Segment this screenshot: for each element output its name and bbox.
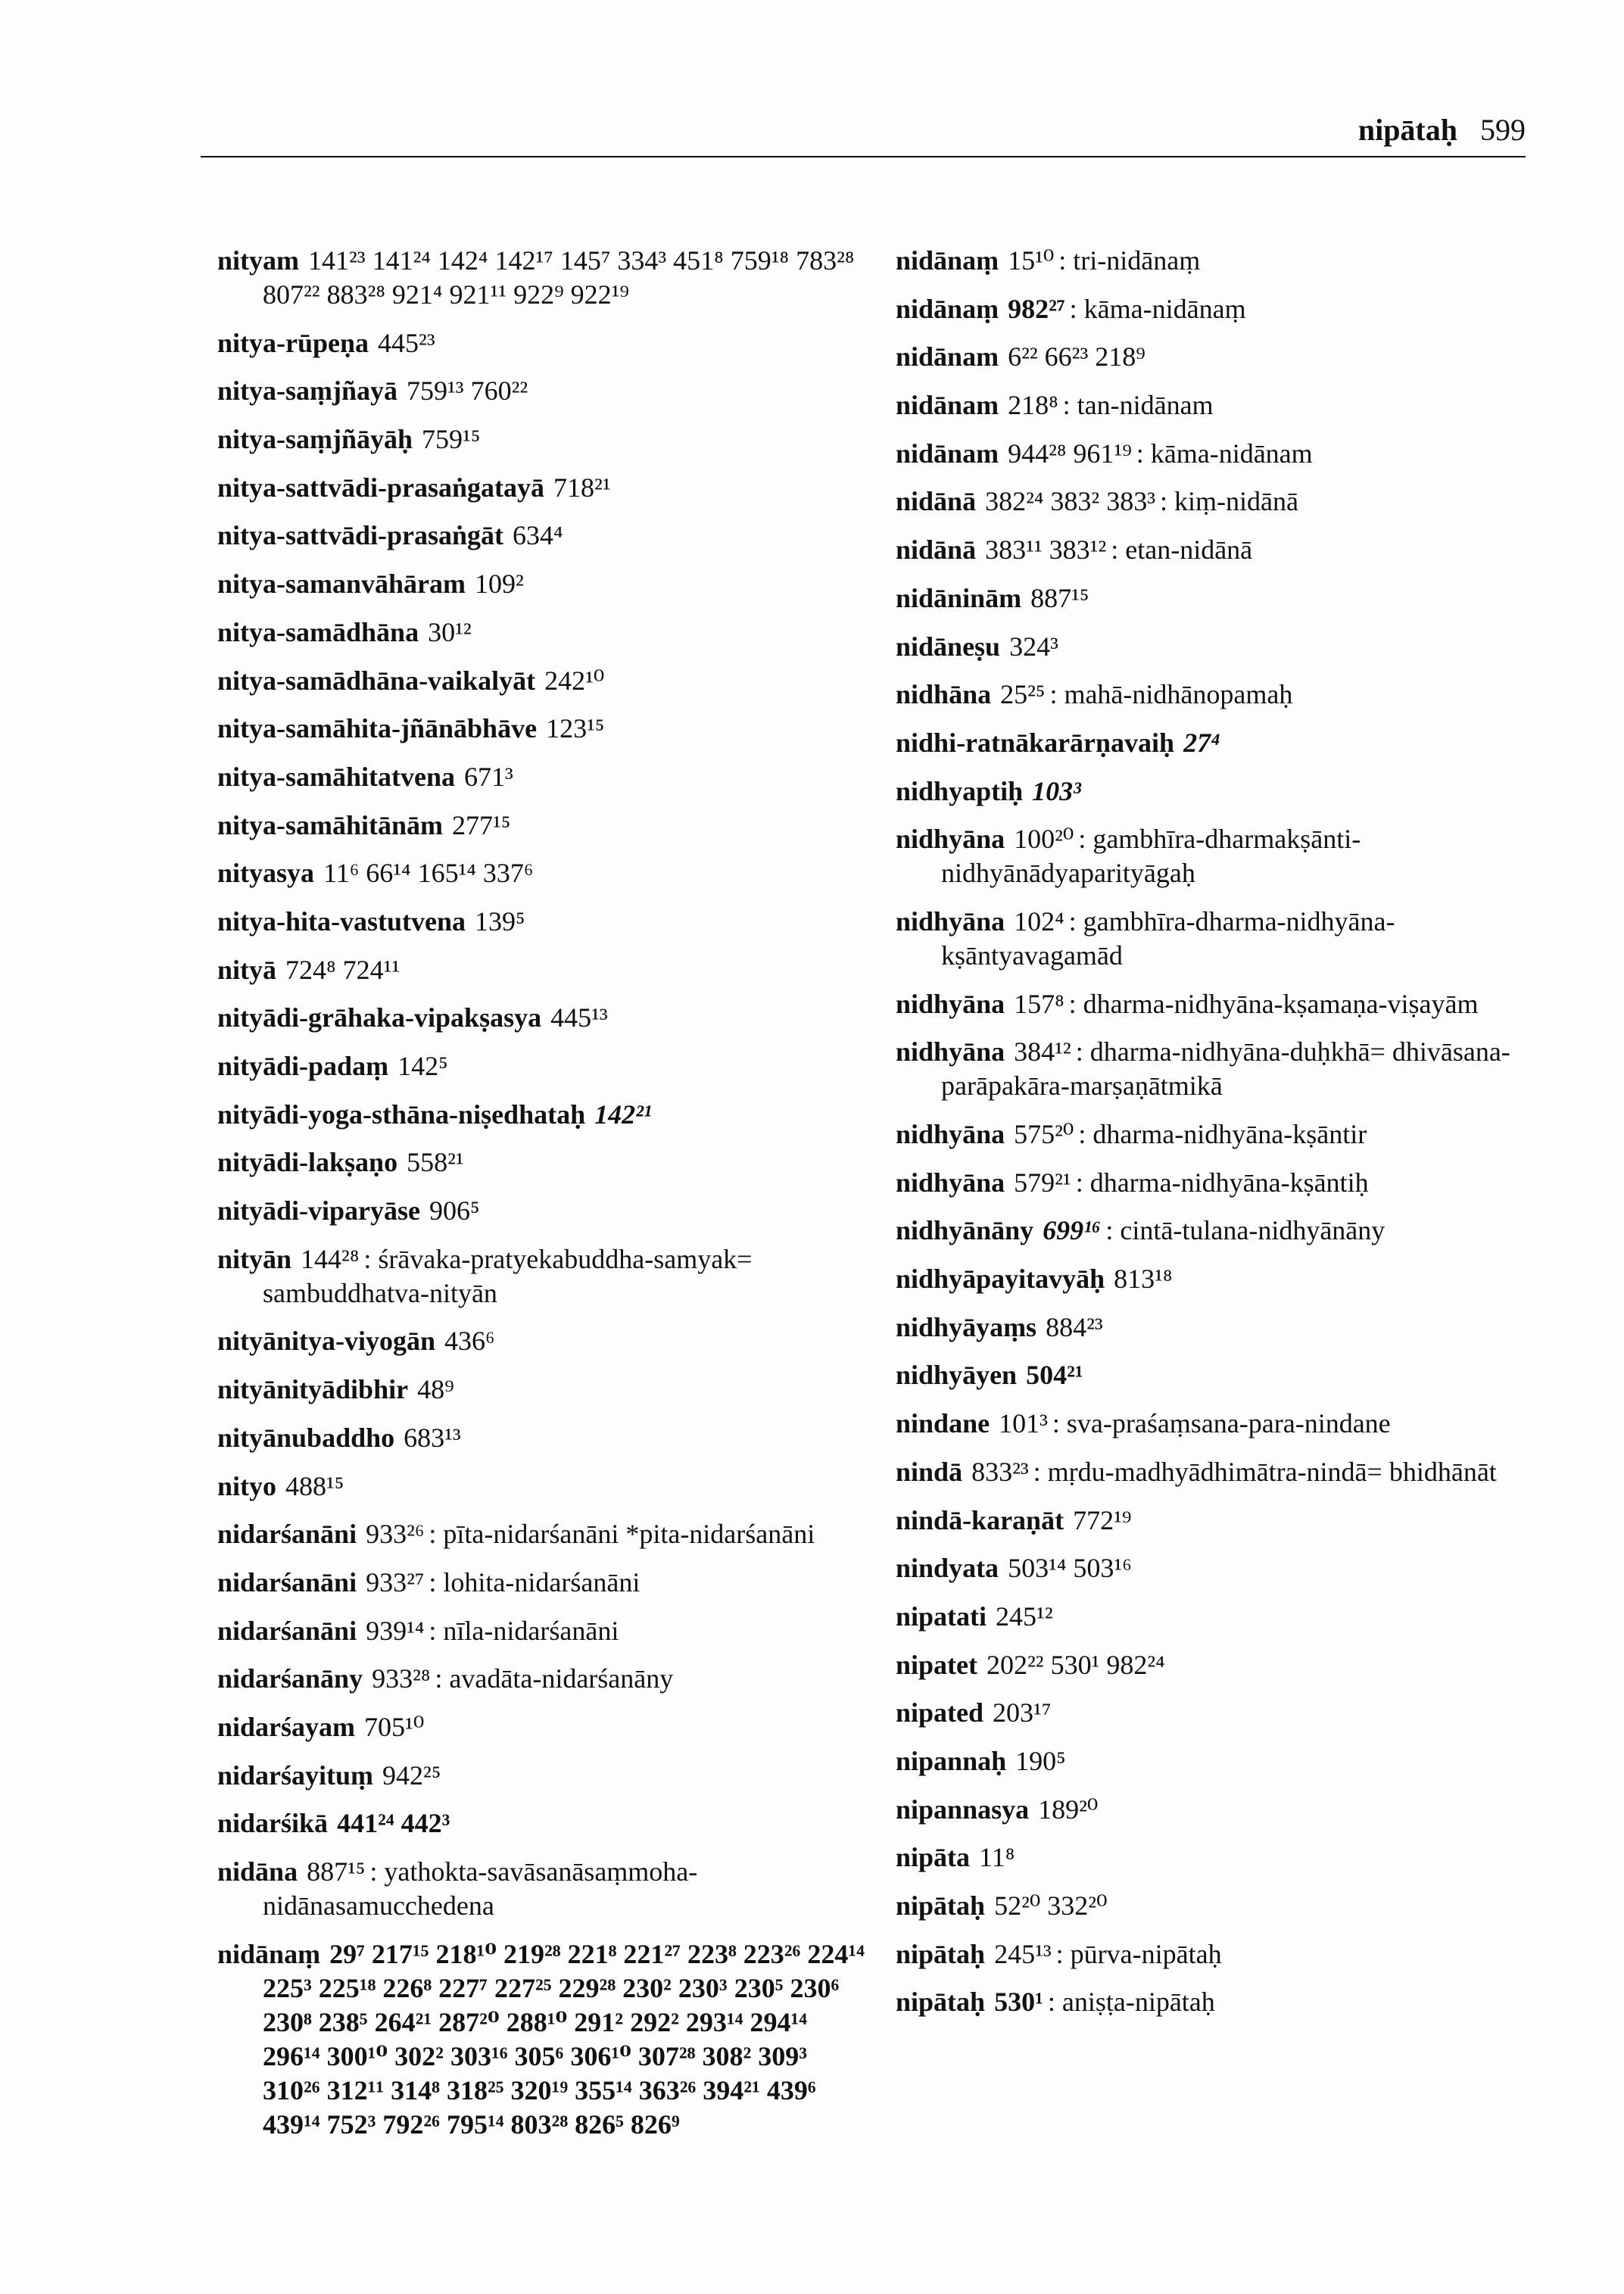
index-entry xyxy=(217,326,868,360)
entry-references: 102⁴ xyxy=(1014,905,1064,937)
index-entry xyxy=(217,1324,868,1358)
index-entry xyxy=(896,485,1547,519)
entry-references: 558²¹ xyxy=(407,1147,464,1178)
index-entry xyxy=(217,1855,868,1923)
entry-references: 141²³ 141²⁴ 142⁴ 142¹⁷ 145⁷ 334³ 451⁸ 759¹⁸ 783²⁸ 807²² 883²⁸ 921⁴ 921¹¹ 922⁹ 922¹⁹ xyxy=(263,245,855,310)
entry-references: 718²¹ xyxy=(553,472,611,503)
index-entry xyxy=(217,1937,868,2142)
entry-headword: nitya-sattvādi-prasaṅgatayā xyxy=(217,472,545,503)
entry-note: : avadāta-nidarśanāny xyxy=(435,1663,674,1694)
entry-note: : gambhīra-dharma-nidhyāna-kṣāntyavagamād xyxy=(941,905,1395,971)
index-entry xyxy=(896,1117,1547,1152)
index-entry xyxy=(217,1373,868,1407)
entry-references: 634⁴ xyxy=(513,520,563,551)
index-entry xyxy=(217,1710,868,1744)
entry-headword: nityasya xyxy=(217,858,315,889)
entry-references: 103³ xyxy=(1032,775,1081,806)
entry-headword: nidarśanāni xyxy=(217,1566,357,1597)
entry-headword: nidarśayituṃ xyxy=(217,1759,374,1791)
entry-references: 384¹² xyxy=(1014,1036,1071,1068)
entry-references: 190⁵ xyxy=(1015,1745,1066,1776)
entry-note: : aniṣṭa-nipātaḥ xyxy=(1047,1987,1215,2018)
entry-headword: nitya-hita-vastutvena xyxy=(217,905,466,937)
entry-note: : tri-nidānaṃ xyxy=(1058,245,1201,276)
entry-headword: nidāneṣu xyxy=(896,631,1001,662)
index-entry xyxy=(896,244,1547,278)
index-entry xyxy=(896,1985,1547,2019)
index-entry xyxy=(896,678,1547,712)
index-entry xyxy=(217,1194,868,1228)
entry-references: 933²⁶ xyxy=(366,1519,425,1550)
entry-headword: nidhyāyen xyxy=(896,1360,1018,1391)
entry-headword: nitya-samāhita-jñānābhāve xyxy=(217,713,538,744)
entry-headword: nidhyāna xyxy=(896,988,1005,1019)
entry-headword: nindyata xyxy=(896,1553,999,1584)
index-entry xyxy=(896,1035,1547,1103)
index-entry xyxy=(217,1566,868,1600)
entry-headword: nipātaḥ xyxy=(896,1890,986,1921)
entry-references: 933²⁷ xyxy=(366,1566,425,1597)
entry-note: : cintā-tulana-nidhyānāny xyxy=(1105,1215,1386,1246)
index-entry xyxy=(217,422,868,457)
index-entry xyxy=(896,292,1547,326)
entry-headword: nitya-samanvāhāram xyxy=(217,569,466,600)
index-entry xyxy=(217,244,868,312)
entry-note: : nīla-nidarśanāni xyxy=(429,1615,619,1646)
entry-references: 445²³ xyxy=(378,327,435,358)
entry-references: 15¹⁰ xyxy=(1008,245,1055,276)
page-header xyxy=(201,106,1526,159)
entry-references: 202²² 530¹ 982²⁴ xyxy=(987,1649,1165,1680)
index-entry xyxy=(896,1504,1547,1538)
index-entry xyxy=(217,905,868,939)
entry-headword: nidānā xyxy=(896,486,977,517)
entry-references: 242¹⁰ xyxy=(544,665,605,696)
index-entry xyxy=(217,1242,868,1311)
entry-headword: nidhyāna xyxy=(896,905,1005,937)
entry-references: 906⁵ xyxy=(429,1195,480,1226)
entry-references: 245¹³ xyxy=(994,1938,1052,1969)
index-entry xyxy=(217,1662,868,1696)
entry-headword: nidhyaptiḥ xyxy=(896,775,1024,806)
entry-headword: nitya-rūpeṇa xyxy=(217,327,369,358)
entry-references: 759¹⁵ xyxy=(422,424,481,455)
index-entry xyxy=(217,1470,868,1504)
entry-headword: nitya-samādhāna xyxy=(217,616,419,647)
entry-headword: nipātaḥ xyxy=(896,1938,986,1969)
entry-headword: nityam xyxy=(217,245,299,276)
index-entry xyxy=(217,1806,868,1840)
entry-references: 52²⁰ 332²⁰ xyxy=(994,1890,1108,1921)
entry-headword: nidānā xyxy=(896,535,977,566)
entry-headword: nipannaḥ xyxy=(896,1745,1007,1776)
entry-references: 441²⁴ 442³ xyxy=(337,1808,450,1839)
entry-headword: nindā xyxy=(896,1456,963,1487)
entry-references: 139⁵ xyxy=(475,905,525,937)
index-entry xyxy=(896,533,1547,567)
index-entry xyxy=(896,1696,1547,1730)
entry-references: 942²⁵ xyxy=(382,1759,441,1791)
entry-references: 436⁶ xyxy=(444,1326,495,1357)
index-entry xyxy=(217,1614,868,1648)
entry-references: 445¹³ xyxy=(550,1002,608,1033)
entry-headword: nityān xyxy=(217,1243,292,1274)
entry-note: : kiṃ-nidānā xyxy=(1160,486,1298,517)
entry-note: : pūrva-nipātaḥ xyxy=(1055,1938,1222,1969)
entry-references: 884²³ xyxy=(1046,1311,1103,1342)
entry-references: 579²¹ xyxy=(1014,1167,1071,1198)
entry-references: 503¹⁴ 503¹⁶ xyxy=(1008,1553,1132,1584)
entry-headword: nityānityādibhir xyxy=(217,1374,409,1405)
entry-references: 488¹⁵ xyxy=(285,1470,344,1501)
entry-headword: nityānubaddho xyxy=(217,1422,395,1453)
entry-headword: nityādi-yoga-sthāna-niṣedhataḥ xyxy=(217,1099,586,1130)
entry-references: 109² xyxy=(475,569,524,600)
entry-references: 123¹⁵ xyxy=(546,713,605,744)
index-entry xyxy=(217,760,868,794)
right-column xyxy=(896,244,1547,2034)
entry-headword: nidarśanāny xyxy=(217,1663,363,1694)
entry-references: 29⁷ 217¹⁵ 218¹⁰ 219²⁸ 221⁸ 221²⁷ 223⁸ 223²⁶ 224¹⁴ 225³ 225¹⁸ 226⁸ 227⁷ 227²⁵ 229²⁸ 230² 230³ 230⁵ 230⁶ 230⁸ 238⁵ 264²¹ 287²⁰ 288¹⁰ 291² 292² 293¹⁴ 294¹⁴ 296¹⁴ 300¹⁰ 302² 303¹⁶ 305⁶ 306¹⁰ 307²⁸ 308² 309³ 310²⁶ 312¹¹ 314⁸ 318²⁵ 320¹⁹ 355¹⁴ 363²⁶ 394²¹ 439⁶ 439¹⁴ 752³ 792²⁶ 795¹⁴ 803²⁸ 826⁵ 826⁹ xyxy=(263,1938,865,2140)
entry-note: : dharma-nidhyāna-kṣāntir xyxy=(1078,1119,1367,1149)
entry-note: : kāma-nidānam xyxy=(1136,438,1313,469)
entry-references: 759¹³ 760²² xyxy=(407,376,528,407)
entry-references: 504²¹ xyxy=(1026,1360,1083,1391)
index-entry xyxy=(896,581,1547,616)
index-entry xyxy=(217,374,868,408)
entry-references: 101³ xyxy=(999,1408,1048,1439)
entry-headword: nidhyāna xyxy=(896,824,1005,855)
entry-references: 142²¹ xyxy=(594,1099,652,1130)
entry-references: 277¹⁵ xyxy=(452,809,511,840)
entry-headword: nitya-sattvādi-prasaṅgāt xyxy=(217,520,504,551)
entry-note: : dharma-nidhyāna-kṣāntiḥ xyxy=(1075,1167,1369,1198)
entry-references: 887¹⁵ xyxy=(1030,582,1089,613)
index-entry xyxy=(217,856,868,890)
entry-references: 699¹⁶ xyxy=(1043,1215,1102,1246)
index-entry xyxy=(217,616,868,650)
entry-headword: nidānam xyxy=(896,390,999,421)
index-entry xyxy=(217,664,868,698)
index-entry xyxy=(896,987,1547,1021)
entry-headword: nipatati xyxy=(896,1601,987,1632)
index-entry xyxy=(896,1937,1547,1971)
entry-headword: nityādi-padaṃ xyxy=(217,1051,389,1081)
entry-headword: nidhi-ratnākarārṇavaiḥ xyxy=(896,727,1175,758)
entry-note: : tan-nidānam xyxy=(1062,390,1214,421)
entry-references: 30¹² xyxy=(428,616,472,647)
entry-headword: nipātaḥ xyxy=(896,1987,986,2018)
entry-note: : kāma-nidānaṃ xyxy=(1069,293,1246,324)
index-entry xyxy=(896,1793,1547,1827)
index-entry xyxy=(896,1455,1547,1489)
entry-references: 887¹⁵ xyxy=(307,1856,366,1887)
entry-references: 25²⁵ xyxy=(1000,679,1046,710)
index-entry xyxy=(217,1049,868,1083)
index-entry xyxy=(896,630,1547,664)
entry-headword: nidarśayam xyxy=(217,1711,356,1742)
index-entry xyxy=(896,1840,1547,1875)
entry-note: : śrāvaka-pratyekabuddha-samyak= sambuddhatva-nityān xyxy=(263,1243,753,1308)
entry-references: 382²⁴ 383² 383³ xyxy=(985,486,1156,517)
entry-headword: nindā-karaṇāt xyxy=(896,1504,1064,1535)
index-entry xyxy=(896,437,1547,471)
entry-references: 982²⁷ xyxy=(1008,293,1065,324)
index-entry xyxy=(896,905,1547,973)
index-entry xyxy=(896,1648,1547,1682)
entry-headword: nidarśanāni xyxy=(217,1519,357,1550)
index-entry xyxy=(217,809,868,843)
index-entry xyxy=(217,1098,868,1132)
entry-references: 189²⁰ xyxy=(1038,1794,1099,1825)
entry-headword: nidānaṃ xyxy=(896,245,999,276)
entry-references: 383¹¹ 383¹² xyxy=(985,535,1107,566)
entry-note: : gambhīra-dharmakṣānti-nidhyānādyaparityāgaḥ xyxy=(941,824,1361,889)
index-entry xyxy=(217,519,868,553)
entry-references: 203¹⁷ xyxy=(993,1697,1052,1728)
index-entry xyxy=(217,953,868,987)
entry-headword: nindane xyxy=(896,1408,990,1439)
index-entry xyxy=(217,1001,868,1035)
entry-references: 245¹² xyxy=(996,1601,1053,1632)
entry-references: 142⁵ xyxy=(397,1051,448,1081)
entry-headword: nidāna xyxy=(217,1856,298,1887)
entry-references: 813¹⁸ xyxy=(1114,1264,1173,1295)
entry-references: 100²⁰ xyxy=(1014,824,1074,855)
entry-headword: nipatet xyxy=(896,1649,977,1680)
entry-headword: nipannasya xyxy=(896,1794,1030,1825)
entry-references: 772¹⁹ xyxy=(1073,1504,1132,1535)
entry-note: : dharma-nidhyāna-duḥkhā= dhivāsana-parāpakāra-marṣaṇātmikā xyxy=(941,1036,1510,1102)
entry-headword: nidānaṃ xyxy=(896,293,999,324)
entry-headword: nidānam xyxy=(896,438,999,469)
entry-headword: nidhyāna xyxy=(896,1119,1005,1149)
entry-references: 11⁶ 66¹⁴ 165¹⁴ 337⁶ xyxy=(323,858,534,889)
entry-references: 575²⁰ xyxy=(1014,1119,1074,1149)
running-head: nipātaḥ xyxy=(1357,113,1457,147)
entry-headword: nidhyānāny xyxy=(896,1215,1034,1246)
entry-headword: nityādi-grāhaka-vipakṣasya xyxy=(217,1002,542,1033)
entry-headword: nityādi-viparyāse xyxy=(217,1195,421,1226)
index-entry xyxy=(896,726,1547,760)
entry-references: 671³ xyxy=(464,761,513,792)
entry-references: 944²⁸ 961¹⁹ xyxy=(1008,438,1132,469)
entry-headword: nipāta xyxy=(896,1842,971,1873)
entry-note: : yathokta-savāsanāsaṃmoha-nidānasamucchedena xyxy=(263,1856,698,1921)
entry-note: : mṛdu-madhyādhimātra-nindā= bhidhānāt xyxy=(1033,1456,1497,1487)
index-entry xyxy=(896,1311,1547,1345)
entry-references: 705¹⁰ xyxy=(364,1711,425,1742)
index-entry xyxy=(217,712,868,746)
entry-headword: nidarśikā xyxy=(217,1808,329,1839)
index-entry xyxy=(896,388,1547,422)
entry-references: 11⁸ xyxy=(979,1842,1015,1873)
entry-headword: nidhyāna xyxy=(896,1036,1005,1068)
left-column xyxy=(217,244,868,2155)
index-entry xyxy=(896,1407,1547,1441)
entry-references: 933²⁸ xyxy=(372,1663,431,1694)
entry-note: : etan-nidānā xyxy=(1111,535,1253,566)
entry-references: 939¹⁴ xyxy=(366,1615,425,1646)
entry-headword: nityā xyxy=(217,954,277,985)
index-entry xyxy=(896,1214,1547,1248)
entry-headword: nidānaṃ xyxy=(217,1938,321,1969)
entry-headword: nidāninām xyxy=(896,582,1022,613)
entry-headword: nitya-saṃjñāyāḥ xyxy=(217,424,413,455)
entry-references: 27⁴ xyxy=(1183,727,1220,758)
index-entry xyxy=(896,1358,1547,1392)
entry-headword: nidarśanāni xyxy=(217,1615,357,1646)
index-entry xyxy=(217,1517,868,1551)
entry-note: : pīta-nidarśanāni *pita-nidarśanāni xyxy=(429,1519,815,1550)
entry-headword: nityānitya-viyogān xyxy=(217,1326,436,1357)
index-entry xyxy=(217,1421,868,1455)
entry-headword: nitya-samādhāna-vaikalyāt xyxy=(217,665,536,696)
index-entry xyxy=(896,1166,1547,1200)
entry-headword: nipated xyxy=(896,1697,984,1728)
entry-note: : mahā-nidhānopamaḥ xyxy=(1049,679,1293,710)
entry-references: 218⁸ xyxy=(1008,390,1058,421)
entry-references: 833²³ xyxy=(971,1456,1029,1487)
entry-headword: nidhyāyaṃs xyxy=(896,1311,1037,1342)
entry-note: : lohita-nidarśanāni xyxy=(429,1566,641,1597)
entry-references: 324³ xyxy=(1009,631,1058,662)
entry-headword: nidānam xyxy=(896,341,999,372)
entry-headword: nidhāna xyxy=(896,679,992,710)
index-entry xyxy=(896,340,1547,374)
index-entry xyxy=(896,1551,1547,1585)
index-entry xyxy=(217,1145,868,1180)
index-entry xyxy=(896,1600,1547,1634)
index-entry xyxy=(896,1744,1547,1778)
entry-references: 144²⁸ xyxy=(301,1243,360,1274)
index-entry xyxy=(217,471,868,505)
index-entry xyxy=(217,1759,868,1793)
page-number: 599 xyxy=(1480,113,1526,147)
index-entry xyxy=(896,775,1547,809)
entry-headword: nitya-samāhitānām xyxy=(217,809,444,840)
index-entry xyxy=(896,1889,1547,1923)
entry-references: 157⁸ xyxy=(1014,988,1064,1019)
entry-note: : dharma-nidhyāna-kṣamaṇa-viṣayām xyxy=(1068,988,1479,1019)
entry-references: 6²² 66²³ 218⁹ xyxy=(1008,341,1146,372)
entry-references: 530¹ xyxy=(994,1987,1043,2018)
entry-references: 724⁸ 724¹¹ xyxy=(285,954,401,985)
index-entry xyxy=(896,822,1547,890)
entry-headword: nidhyāna xyxy=(896,1167,1005,1198)
entry-note: : sva-praśaṃsana-para-nindane xyxy=(1052,1408,1391,1439)
entry-references: 48⁹ xyxy=(417,1374,454,1405)
entry-headword: nityo xyxy=(217,1470,277,1501)
index-entry xyxy=(217,567,868,601)
entry-references: 683¹³ xyxy=(404,1422,461,1453)
entry-headword: nidhyāpayitavyāḥ xyxy=(896,1264,1105,1295)
entry-headword: nitya-samāhitatvena xyxy=(217,761,455,792)
entry-headword: nityādi-lakṣaṇo xyxy=(217,1147,398,1178)
header-rule xyxy=(201,156,1526,157)
index-entry xyxy=(896,1262,1547,1296)
entry-headword: nitya-saṃjñayā xyxy=(217,376,398,407)
